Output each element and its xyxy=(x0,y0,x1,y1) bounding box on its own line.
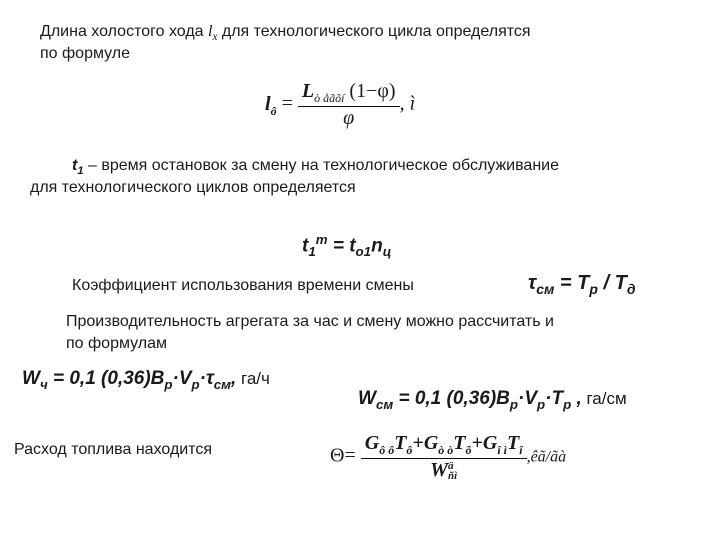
formula-t1m: $t_1^m = t_{o1}n_ц$ xyxy=(302,232,392,260)
theta: Θ xyxy=(330,444,345,467)
text-segment: Длина холостого хода xyxy=(40,23,208,40)
unit: ,êã/ãà xyxy=(526,448,567,466)
paragraph-stops-line2: для технологического циклов определяется xyxy=(30,179,356,196)
fuel-fraction xyxy=(361,432,527,482)
fraction xyxy=(298,80,400,130)
paragraph-idle-length-line2: по формуле xyxy=(40,45,131,62)
formula-fuel xyxy=(330,432,566,482)
equals-sign: = xyxy=(281,92,293,115)
var-l: $l_x$ xyxy=(208,23,218,44)
formula-w-hourly: $W_ч = 0,1$ $(0,36)B_p\cdot V_p\cdot\tau_{см}$, га/ч xyxy=(22,368,270,392)
text-segment: для технологического цикла определятся xyxy=(217,23,531,40)
formula-idle-length xyxy=(265,80,415,130)
text-segment: – время остановок за смену на технологическое обслуживание xyxy=(83,157,559,174)
denominator: φ xyxy=(343,107,355,129)
unit: , ì xyxy=(399,92,416,115)
denominator: W ä ñì xyxy=(430,459,458,483)
paragraph-productivity-line2: по формулам xyxy=(66,335,168,352)
fuel-label: Расход топлива находится xyxy=(14,441,213,458)
var-t1: $t_1$ xyxy=(72,157,84,178)
equals-sign: = xyxy=(344,444,356,467)
formula-lhs: $l_ô$ xyxy=(265,92,277,118)
formula-tau: $\tau_{см} = T_p / T_д$ xyxy=(528,272,636,297)
numerator: $L_{ò åãõí}$ (1−φ) xyxy=(298,80,400,107)
coefficient-label: Коэффициент использования времени смены xyxy=(72,277,414,294)
paragraph-productivity: Производительность агрегата за час и смену можно рассчитать и xyxy=(66,313,554,330)
formula-w-shift: $W_{см} = 0,1$ $(0,36)B_p\cdot V_p\cdot T_p$ , га/см xyxy=(358,388,627,412)
numerator: $G_{ô ô}T_ô+G_{ò ò}T_õ+G_{î ì}T_î$ xyxy=(361,432,527,459)
